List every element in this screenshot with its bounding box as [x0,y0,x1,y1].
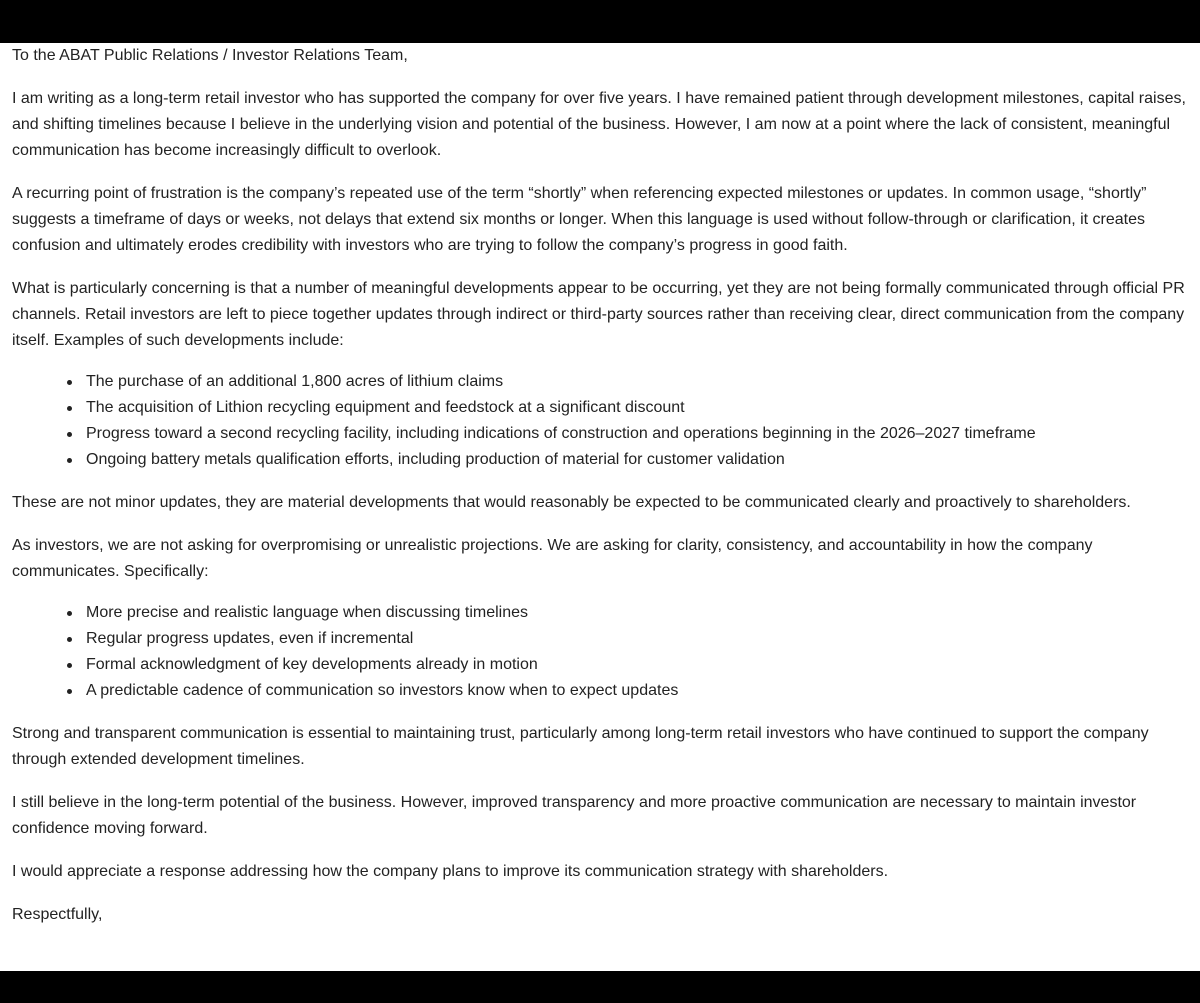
paragraph-transparency: Strong and transparent communication is essential to maintaining trust, particularly among long-term retail investors who have continued to support the company through extended development timelines. [12,725,1149,768]
letter-salutation: To the ABAT Public Relations / Investor Relations Team, [12,47,408,64]
list-item: Regular progress updates, even if incremental [86,626,1188,652]
paragraph-belief: I still believe in the long-term potential of the business. However, improved transparency and more proactive communication are necessary to maintain investor confidence moving forward. [12,794,1137,837]
paragraph-intro: I am writing as a long-term retail investor who has supported the company for over five years. I have remained patient through development milestones, capital raises, and shifting timelines because I believe in the underlying vision and potential of the business. However, I am now at a point where the lack of consistent, meaningful communication has become increasingly difficult to overlook. [12,90,1186,159]
list-item: More precise and realistic language when discussing timelines [86,600,1188,626]
list-item: Ongoing battery metals qualification efforts, including production of material for customer validation [86,447,1188,473]
list-item: The purchase of an additional 1,800 acres of lithium claims [86,369,1188,395]
developments-list [12,369,1188,473]
list-item: Formal acknowledgment of key developments already in motion [86,652,1188,678]
paragraph-shortly-concern: A recurring point of frustration is the company’s repeated use of the term “shortly” when referencing expected milestones or updates. In common usage, “shortly” suggests a timeframe of days or weeks, not delays that extend six months or longer. When this language is used without follow-through or clarification, it creates confusion and ultimately erodes credibility with investors who are trying to follow the company’s progress in good faith. [12,185,1147,254]
paragraph-requests-intro: As investors, we are not asking for overpromising or unrealistic projections. We are asking for clarity, consistency, and accountability in how the company communicates. Specifically: [12,537,1093,580]
letter-document [0,43,1200,971]
bottom-black-bar [0,971,1200,1003]
letter-closing: Respectfully, [12,906,103,923]
paragraph-response-request: I would appreciate a response addressing how the company plans to improve its communication strategy with shareholders. [12,863,889,880]
list-item: Progress toward a second recycling facility, including indications of construction and operations beginning in the 2026–2027 timeframe [86,421,1188,447]
paragraph-material-developments: These are not minor updates, they are material developments that would reasonably be expected to be communicated clearly and proactively to shareholders. [12,494,1131,511]
list-item: A predictable cadence of communication so investors know when to expect updates [86,678,1188,704]
paragraph-developments-intro: What is particularly concerning is that a number of meaningful developments appear to be occurring, yet they are not being formally communicated through official PR channels. Retail investors are left to piece together updates through indirect or third-party sources rather than receiving clear, direct communication from the company itself. Examples of such developments include: [12,280,1185,349]
list-item: The acquisition of Lithion recycling equipment and feedstock at a significant discount [86,395,1188,421]
requests-list [12,600,1188,704]
top-black-bar [0,0,1200,43]
